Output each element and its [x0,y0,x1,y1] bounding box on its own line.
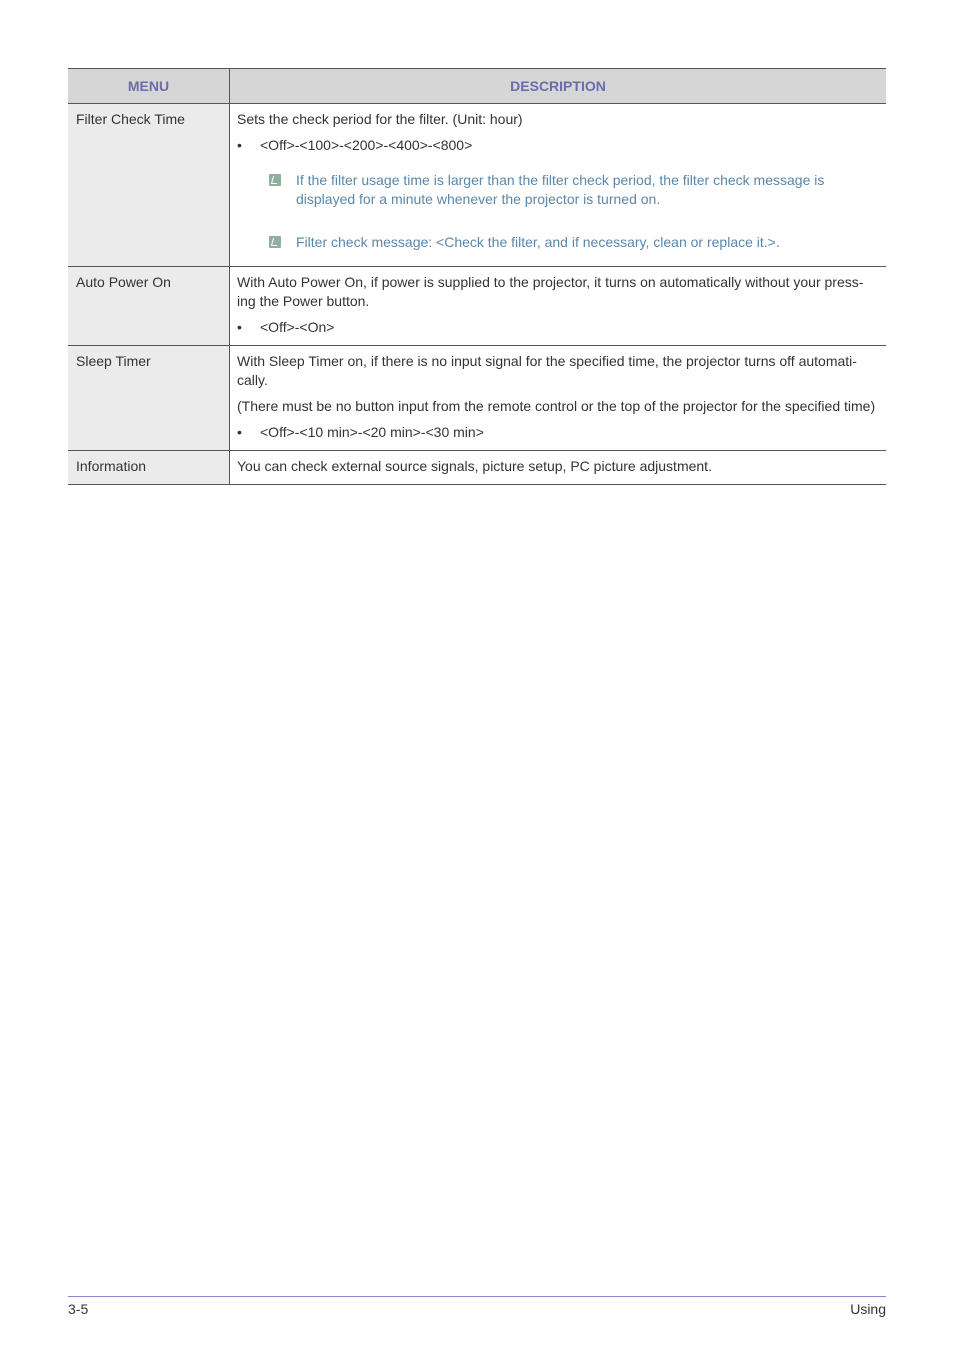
description-cell [230,267,887,346]
menu-column-header: MENU [68,69,230,104]
description-column-header: DESCRIPTION [230,69,887,104]
section-name: Using [850,1301,886,1317]
menu-item-sleep-timer: Sleep Timer [68,346,230,451]
description-cell [230,451,887,485]
menu-description-table [68,68,886,485]
note-text: Filter check message: <Check the filter, and if necessary, clean or replace it.>. [296,234,780,250]
description-cell [230,346,887,451]
options-list-item: • <Off>-<On> [237,318,878,337]
description-cell [230,104,887,267]
note [237,171,878,209]
description-text: You can check external source signals, picture setup, PC picture adjustment. [237,458,712,474]
table-row [68,346,886,451]
note-pencil-icon [269,236,281,248]
footer-divider [68,1296,886,1297]
table-row [68,104,886,267]
note-text: If the filter usage time is larger than the filter check period, the filter check message is displayed for a minute whenever the projector is turned on. [296,172,825,207]
table-header-row [68,69,886,104]
options-list-item: • <Off>-<10 min>-<20 min>-<30 min> [237,423,878,442]
note [237,233,878,252]
note-pencil-icon [269,174,281,186]
menu-item-auto-power-on: Auto Power On [68,267,230,346]
menu-item-filter-check-time: Filter Check Time [68,104,230,267]
menu-item-information: Information [68,451,230,485]
table-row [68,267,886,346]
options-list-item: • <Off>-<100>-<200>-<400>-<800> [237,136,878,155]
description-text: Sets the check period for the filter. (Unit: hour) [237,111,523,127]
description-text: (There must be no button input from the remote control or the top of the projector for the specified time) [237,398,876,414]
table-row [68,451,886,485]
page-number: 3-5 [68,1301,89,1317]
description-text: With Sleep Timer on, if there is no input signal for the specified time, the projector turns off automati-cally. [237,353,857,388]
description-text: With Auto Power On, if power is supplied to the projector, it turns on automatically without your press-ing the Power button. [237,274,864,309]
